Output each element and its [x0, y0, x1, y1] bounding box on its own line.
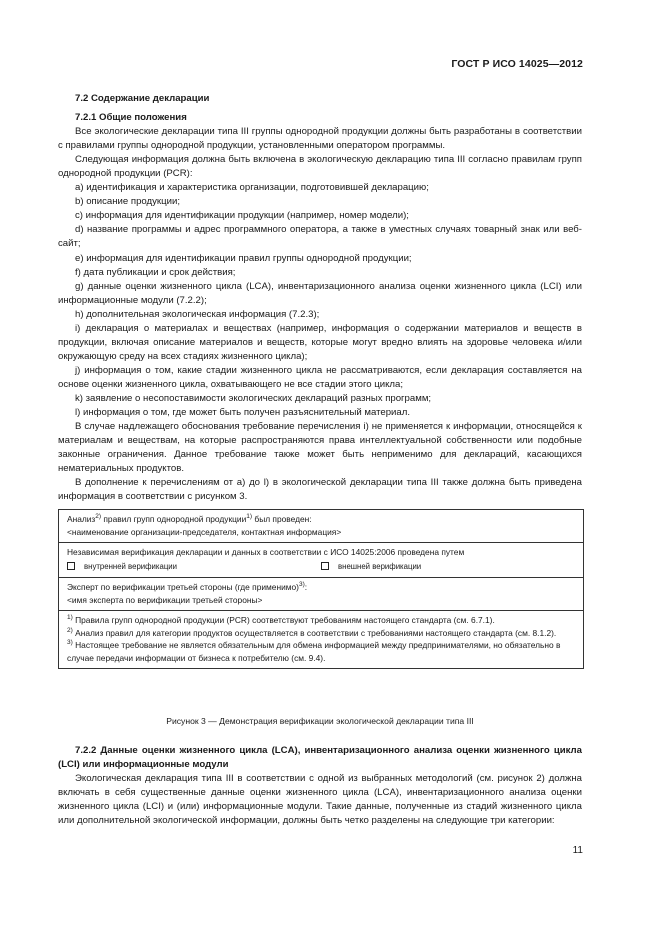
list-item: e) информация для идентификации правил группы однородной продукции;: [75, 252, 412, 264]
section-7-2-2: [58, 744, 582, 828]
list-item: g) данные оценки жизненного цикла (LCA), инвентаризационного анализа оценки жизненного цикла (LCI) или информационные модули (7.2.2);: [58, 280, 582, 306]
list-item: h) дополнительная экологическая информация (7.2.3);: [75, 308, 320, 320]
section2-paragraph: Экологическая декларация типа III в соответствии с одной из выбранных методологий (см. рисунок 2) должна включать в себя существенные данные оценки жизненного цикла (LCA), инвентаризационного анализа оценки жизненного цикла (LCI) и (или) информационные модули. Такие данные, полученные из стадий жизненного цикла или дополнительной экологической информации, должны быть четко разделены на следующие три категории:: [58, 773, 582, 827]
list-item: l) информация о том, где может быть получен разъяснительный материал.: [75, 407, 411, 419]
list-item: i) декларация о материалах и веществах (например, информация о содержании материалов и веществ в продукции, включая описание материалов и веществ, которые могут вредно влиять на здоровье человека и/или окружающую среду на всех стадиях жизненного цикла);: [58, 322, 582, 362]
paragraph: Все экологические декларации типа III группы однородной продукции должны быть разработаны в соответствии с правилами группы однородной продукции, установленными оператором программы.: [58, 126, 582, 152]
list-item: c) информация для идентификации продукции (например, номер модели);: [75, 210, 409, 222]
internal-verification-option[interactable]: внутренней верификации: [67, 561, 321, 574]
main-text: [58, 92, 582, 504]
list-item: f) дата публикации и срок действия;: [75, 266, 236, 278]
section-title: 7.2 Содержание декларации: [75, 93, 210, 104]
subsection-title: 7.2.1 Общие положения: [75, 112, 187, 124]
figure-notes: [59, 611, 583, 668]
list-item: d) название программы и адрес программного оператора, а также в уместных случаях товарный знак или веб-сайт;: [58, 224, 582, 250]
figure-caption: Рисунок 3 — Демонстрация верификации экологической декларации типа III: [166, 716, 474, 726]
list-item: j) информация о том, какие стадии жизненного цикла не рассматриваются, если декларация составляется на основе оценки жизненного цикла, охватывающего не все стадии этого цикла;: [58, 364, 582, 390]
checkbox-icon[interactable]: [67, 562, 75, 570]
external-verification-option[interactable]: внешней верификации: [321, 561, 575, 574]
paragraph: В дополнение к перечислениям от a) до l) в экологической декларации типа III также должна быть приведена информация в соответствии с рисунком 3.: [58, 477, 582, 503]
figure-note: $^{2)}$ Анализ правил для категории продуктов осуществляется в соответствии с требованиями настоящего стандарта (см. 8.1.2).: [67, 626, 557, 638]
section2-heading: 7.2.2 Данные оценки жизненного цикла (LCA), инвентаризационного анализа оценки жизненного цикла (LCI) или информационные модули: [58, 745, 582, 771]
figure-row-expert: Эксперт по верификации третьей стороны (где применимо)$^{3)}$: <имя эксперта по верификации третьей стороны>: [59, 578, 583, 611]
list-item: a) идентификация и характеристика организации, подготовившей декларацию;: [75, 182, 429, 194]
figure-3-table: [58, 509, 584, 669]
figure-row-analysis: Анализ$^{2)}$ правил групп однородной продукции$^{1)}$ был проведен: <наименование организации-председателя, контактная информация>: [59, 510, 583, 543]
checkbox-icon[interactable]: [321, 562, 329, 570]
figure-row-verification: Независимая верификация декларации и данных в соответствии с ИСО 14025:2006 проведена путем внутренней верификации внешней верификации: [59, 543, 583, 578]
standard-header: ГОСТ Р ИСО 14025—2012: [451, 58, 583, 70]
list-item: b) описание продукции;: [75, 196, 181, 208]
figure-note: $^{3)}$ Настоящее требование не является обязательным для обмена информацией между предпринимателями, но обязательно в случае передачи информации от бизнеса к потребителю (см. 9.4).: [67, 639, 561, 663]
figure-note: $^{1)}$ Правила групп однородной продукции (PCR) соответствуют требованиям настоящего стандарта (см. 6.7.1).: [67, 614, 495, 625]
paragraph: В случае надлежащего обоснования требование перечисления i) не применяется к информации, относящейся к материалам и веществам, на которые распространяются права интеллектуальной собственности или подобные законные ограничения. Данное требование также может быть неприменимо для деклараций, касающихся нематериальных продуктов.: [58, 421, 582, 475]
paragraph: Следующая информация должна быть включена в экологическую декларацию типа III согласно правилам групп однородной продукции (PCR):: [58, 154, 582, 180]
list-item: k) заявление о несопоставимости экологических деклараций разных программ;: [75, 392, 432, 404]
page-number: 11: [572, 845, 583, 856]
